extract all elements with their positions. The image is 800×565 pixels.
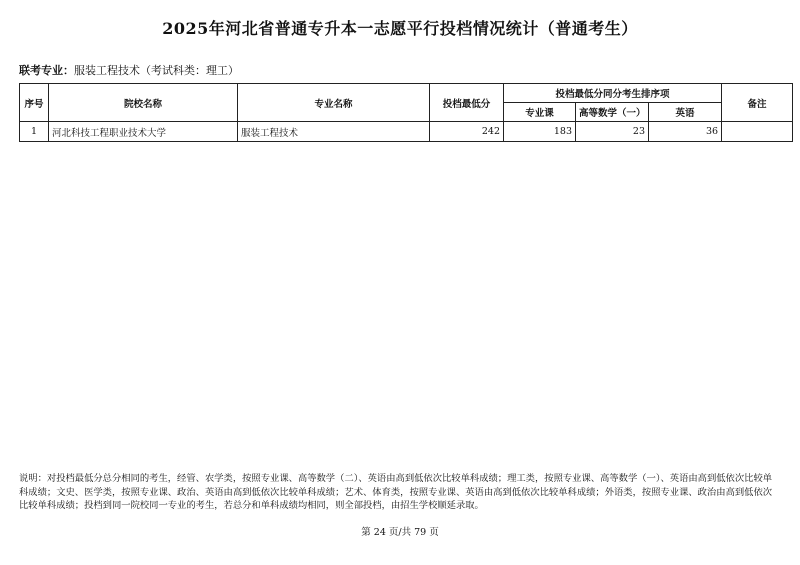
major-subtitle bbox=[19, 62, 239, 78]
page-number: 第 24 页/共 79 页 bbox=[361, 527, 439, 538]
header-sub2: 高等数学（一） bbox=[576, 103, 649, 122]
header-min-score: 投档最低分 bbox=[430, 84, 504, 122]
header-sub1: 专业课 bbox=[504, 103, 576, 122]
header-sub3: 英语 bbox=[649, 103, 722, 122]
cell-sub1: 183 bbox=[504, 122, 576, 142]
cell-seq: 1 bbox=[20, 122, 49, 142]
header-seq: 序号 bbox=[20, 84, 49, 122]
subtitle-value: 服装工程技术（考试科类：理工） bbox=[74, 64, 239, 77]
admission-table bbox=[19, 83, 793, 142]
cell-major: 服装工程技术 bbox=[238, 122, 430, 142]
cell-note bbox=[722, 122, 793, 142]
footnote: 说明：对投档最低分总分相同的考生，经管、农学类，按照专业课、高等数学（二）、英语由高到低依次比较单科成绩；理工类，按照专业课、高等数学（一）、英语由高到低依次比较单科成绩；文史、医学类，按照专业课、政治、英语由高到低依次比较单科成绩；艺术、体育类，按照专业课、英语由高到低依次比较单科成绩；外语类，按照专业课、政治由高到低依次比较单科成绩；投档到同一院校同一专业的考生，若总分和单科成绩均相同，则全部投档，由招生学校顺延录取。 bbox=[19, 473, 773, 511]
header-major: 专业名称 bbox=[238, 84, 430, 122]
cell-sub3: 36 bbox=[649, 122, 722, 142]
page-title: 2025年河北省普通专升本一志愿平行投档情况统计（普通考生） bbox=[162, 19, 638, 38]
cell-sub2: 23 bbox=[576, 122, 649, 142]
header-school: 院校名称 bbox=[49, 84, 238, 122]
cell-school: 河北科技工程职业技术大学 bbox=[49, 122, 238, 142]
header-note: 备注 bbox=[722, 84, 793, 122]
table-row bbox=[20, 122, 793, 142]
subtitle-label: 联考专业： bbox=[19, 64, 74, 77]
header-rank-group: 投档最低分同分考生排序项 bbox=[504, 84, 722, 103]
cell-min-score: 242 bbox=[430, 122, 504, 142]
